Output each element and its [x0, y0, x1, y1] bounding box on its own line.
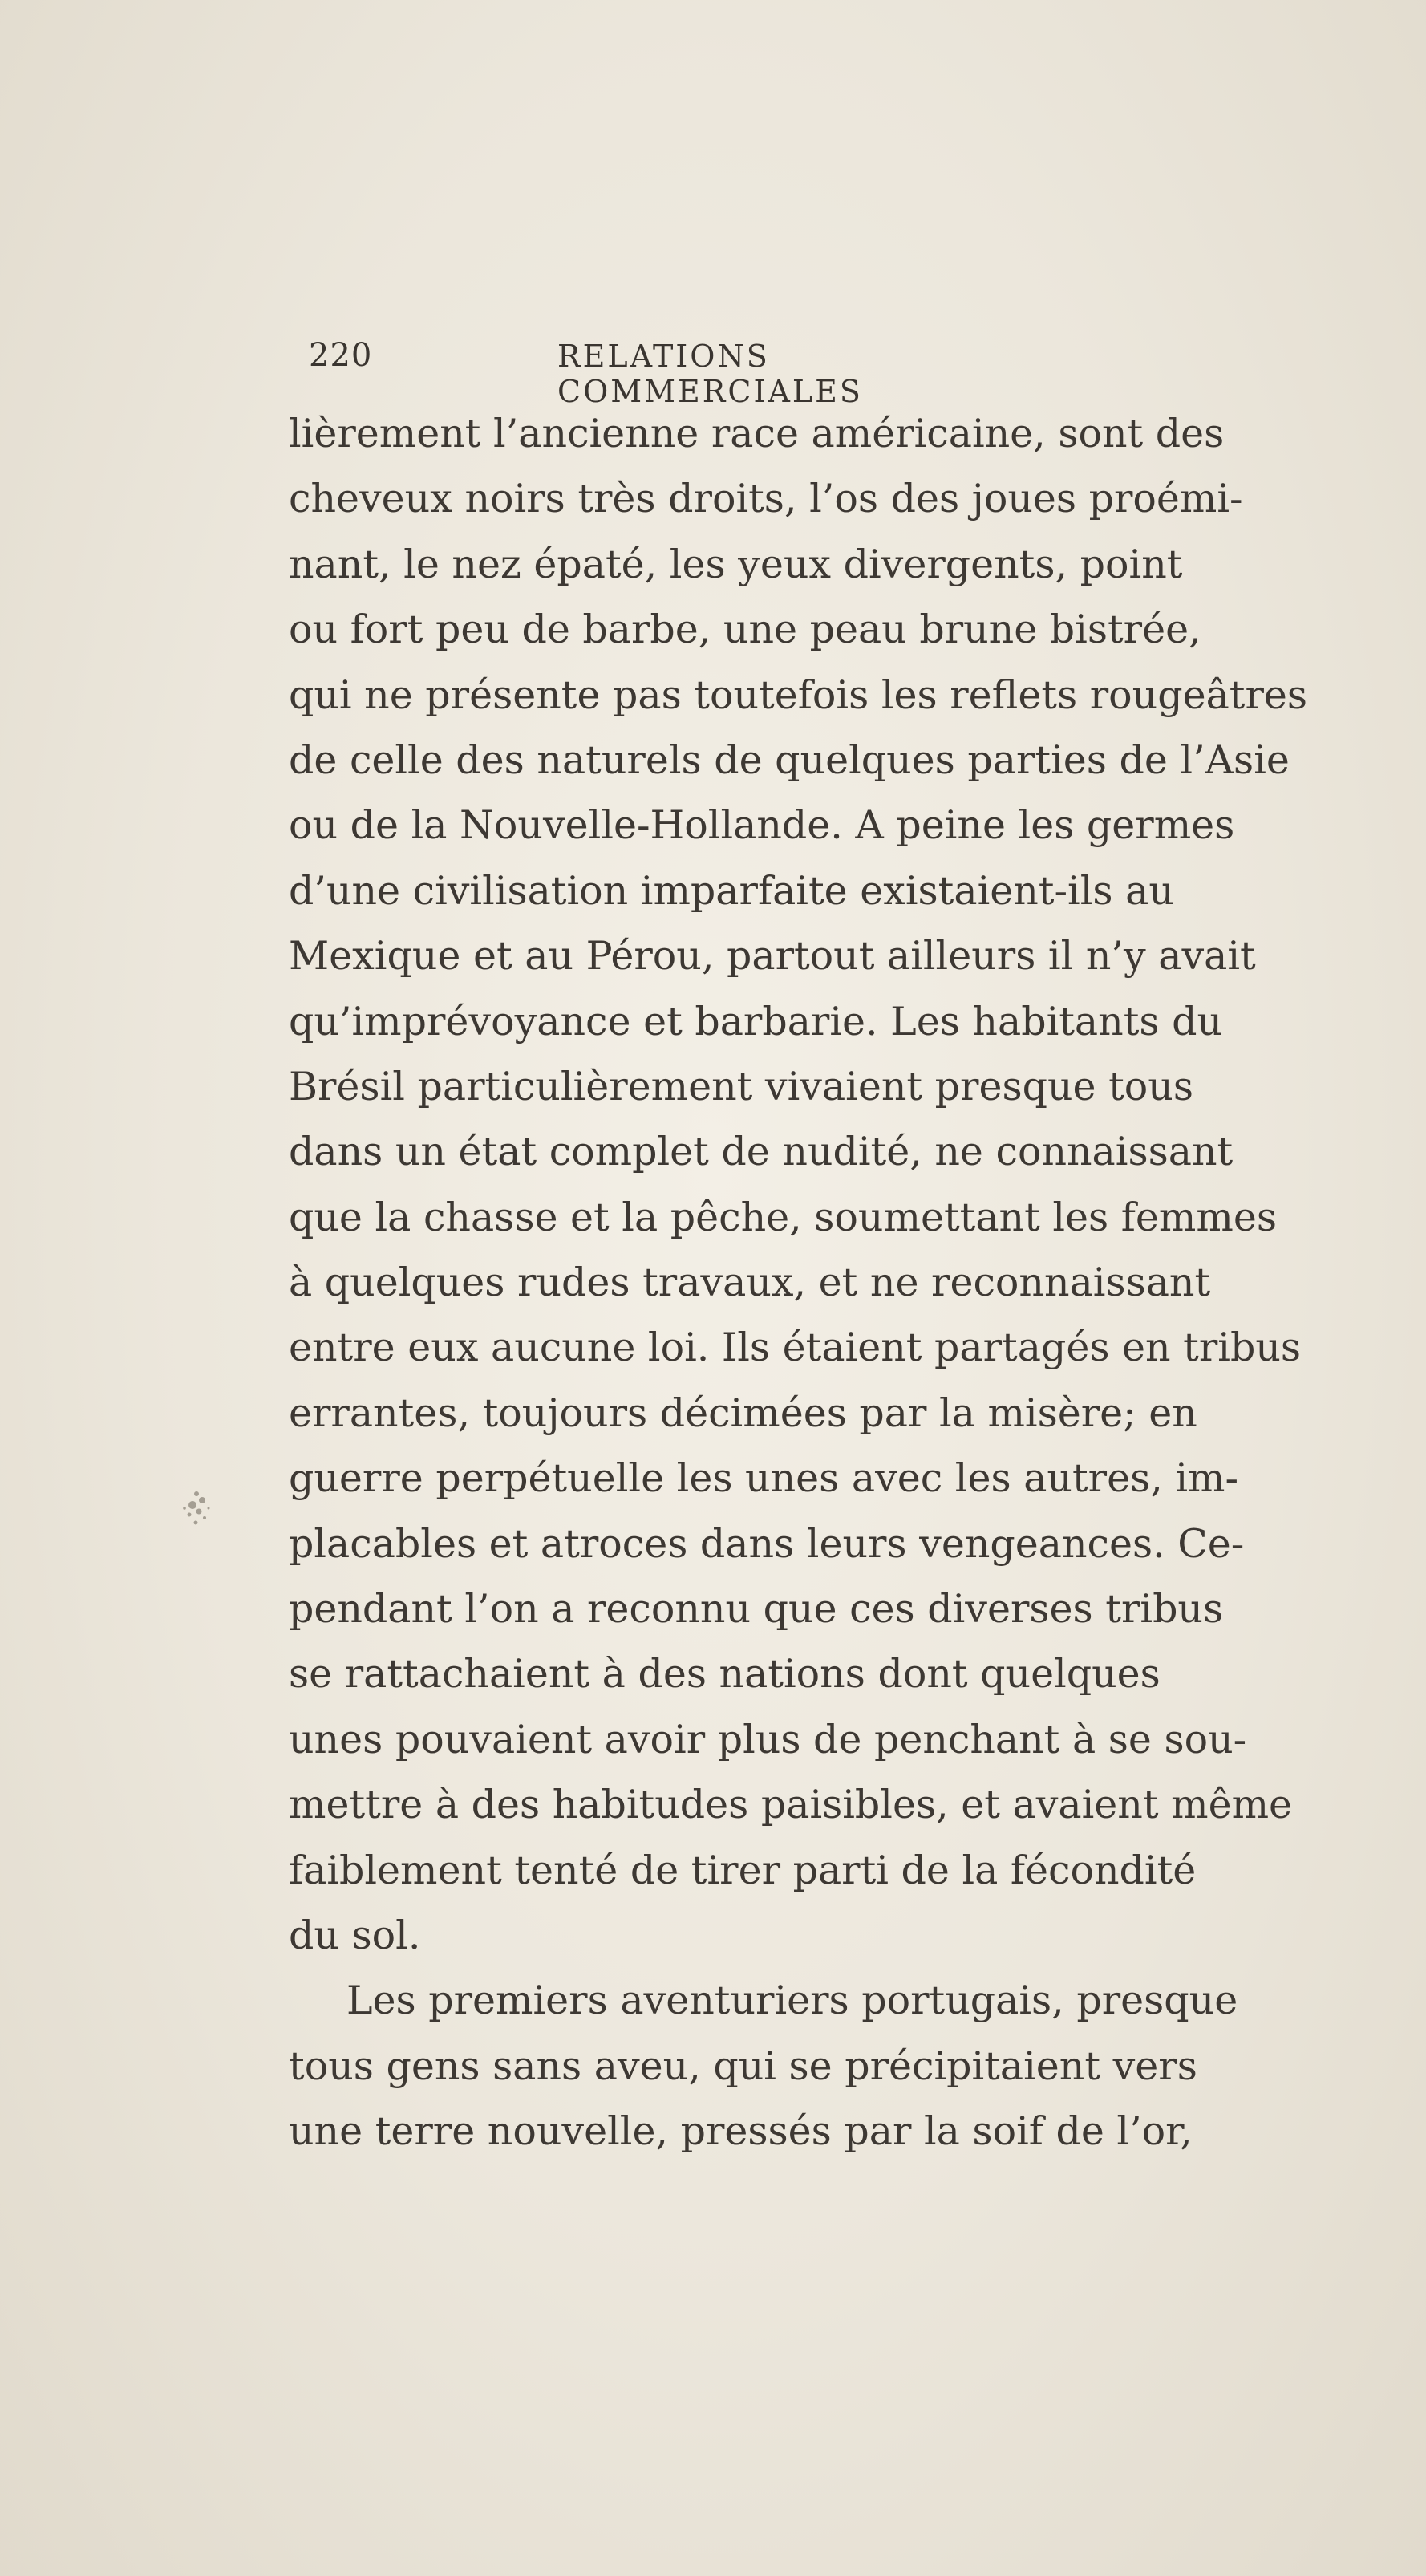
text-line: cheveux noirs très droits, l’os des joues proémi-: [289, 476, 1243, 522]
text-line: unes pouvaient avoir plus de penchant à se sou-: [289, 1716, 1247, 1763]
text-line: qu’imprévoyance et barbarie. Les habitants du: [289, 998, 1223, 1045]
text-line: tous gens sans aveu, qui se précipitaient vers: [289, 2043, 1197, 2089]
text-line: Les premiers aventuriers portugais, presque: [346, 1978, 1238, 2024]
page-number: 220: [309, 337, 373, 374]
text-line: qui ne présente pas toutefois les reflets rougeâtres: [289, 671, 1308, 718]
text-line: à quelques rudes travaux, et ne reconnaissant: [289, 1260, 1211, 1306]
body-text: [289, 401, 1308, 2164]
running-title: RELATIONS COMMERCIALES: [557, 339, 863, 409]
text-line: Mexique et au Pérou, partout ailleurs il n’y avait: [289, 933, 1256, 980]
text-line: que la chasse et la pêche, soumettant les femmes: [289, 1194, 1277, 1240]
text-line: ou fort peu de barbe, une peau brune bistrée,: [289, 606, 1201, 653]
text-line: dans un état complet de nudité, ne connaissant: [289, 1129, 1234, 1175]
text-line: pendant l’on a reconnu que ces diverses tribus: [289, 1586, 1224, 1633]
text-line: entre eux aucune loi. Ils étaient partagés en tribus: [289, 1325, 1302, 1371]
text-line: placables et atroces dans leurs vengeances. Ce-: [289, 1520, 1245, 1567]
text-line: de celle des naturels de quelques parties de l’Asie: [289, 736, 1290, 783]
text-line: du sol.: [289, 1912, 421, 1958]
text-line: se rattachaient à des nations dont quelques: [289, 1651, 1161, 1698]
text-line: nant, le nez épaté, les yeux divergents, point: [289, 541, 1183, 587]
text-line: mettre à des habitudes paisibles, et avaient même: [289, 1782, 1293, 1828]
ink-smudge-mark: [160, 1476, 233, 1540]
page-header: [309, 337, 1071, 409]
text-line: Brésil particulièrement vivaient presque tous: [289, 1063, 1193, 1110]
text-line: guerre perpétuelle les unes avec les autres, im-: [289, 1455, 1239, 1502]
text-line: ou de la Nouvelle-Hollande. A peine les germes: [289, 802, 1235, 849]
text-line: faiblement tenté de tirer parti de la fécondité: [289, 1847, 1197, 1893]
text-line: d’une civilisation imparfaite existaient-ils au: [289, 867, 1174, 914]
text-line: lièrement l’ancienne race américaine, sont des: [289, 411, 1225, 456]
text-line: errantes, toujours décimées par la misère; en: [289, 1389, 1197, 1436]
text-line: une terre nouvelle, pressés par la soif de l’or,: [289, 2108, 1193, 2155]
